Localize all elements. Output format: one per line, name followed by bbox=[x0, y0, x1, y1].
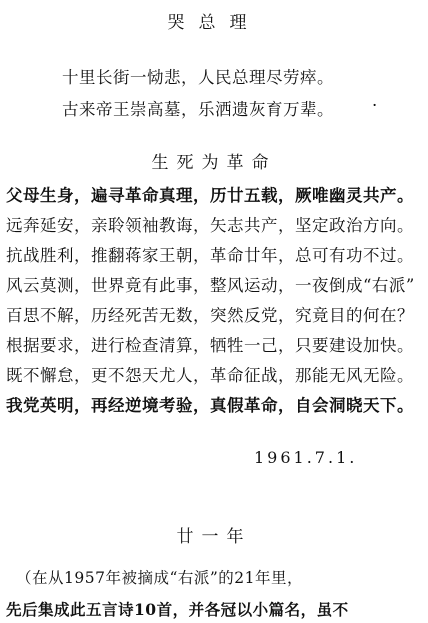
poem-line: 风云莫测，世界竟有此事，整风运动，一夜倒成“右派” bbox=[6, 276, 415, 295]
section-title: 廿一年 bbox=[176, 527, 252, 547]
trailing-mark: · bbox=[372, 96, 378, 115]
poem-line: 十里长街一恸悲，人民总理尽劳瘁。 bbox=[62, 68, 334, 87]
poem-line: 根据要求，进行检查清算，牺牲一己，只要建设加快。 bbox=[6, 336, 414, 355]
poem-line: 父母生身，遍寻革命真理，历廿五载，厥唯幽灵共产。 bbox=[6, 186, 414, 205]
poem-title: 哭总理 bbox=[167, 13, 261, 33]
poem-date: 1961.7.1. bbox=[254, 448, 358, 467]
text-line: 先后集成此五言诗10首，并各冠以小篇名，虽不 bbox=[6, 600, 349, 619]
poem-line: 远奔延安，亲聆领袖教诲，矢志共产，坚定政治方向。 bbox=[6, 216, 414, 235]
poem-line: 既不懈怠，更不怨天尤人，革命征战，那能无风无险。 bbox=[6, 366, 414, 385]
poem-line: 抗战胜利，推翻蒋家王朝，革命廿年，总可有功不过。 bbox=[6, 246, 414, 265]
poem-line: 百思不解，历经死苦无数，突然反党，究竟目的何在？ bbox=[6, 306, 414, 325]
poem-line: 我党英明，再经逆境考验，真假革命，自会洞晓天下。 bbox=[6, 396, 414, 415]
poem-line: 古来帝王崇高墓，乐洒遗灰育万辈。 bbox=[62, 100, 334, 119]
text-line: （在从1957年被摘成“右派”的21年里， bbox=[16, 569, 304, 587]
poem-title: 生死为革命 bbox=[151, 153, 277, 173]
